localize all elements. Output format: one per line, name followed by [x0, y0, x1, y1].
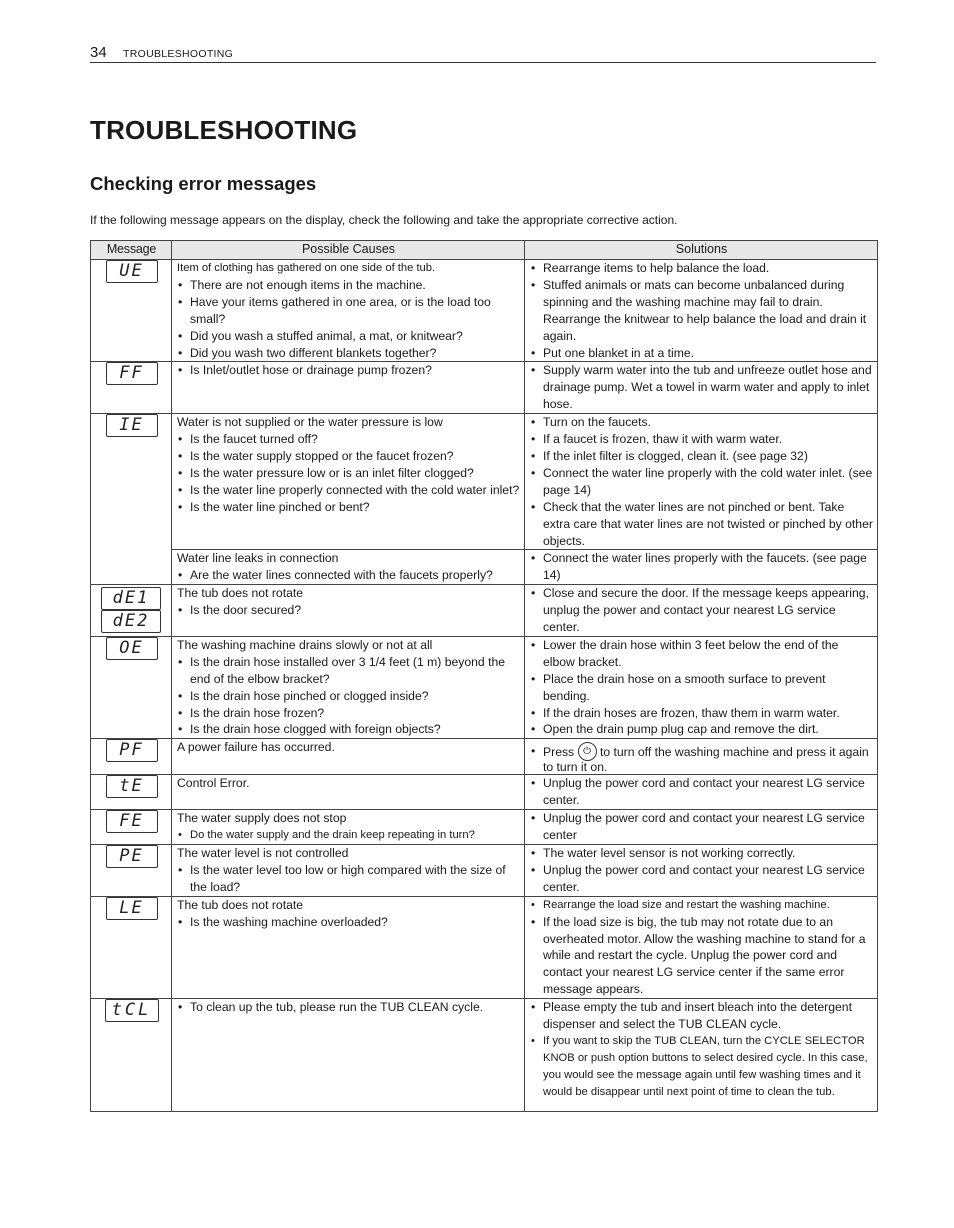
list-item: • Are the water lines connected with the faucets properly? — [177, 567, 520, 584]
solutions-cell — [525, 739, 878, 775]
message-cell — [91, 845, 172, 897]
list-item: • Rearrange items to help balance the load. — [530, 260, 873, 277]
press-text-rest: to turn off the washing machine and press it again to turn it on. — [543, 745, 869, 775]
message-cell — [91, 896, 172, 998]
message-cell — [91, 999, 172, 1111]
list-item: • Check that the water lines are not pinched or bent. Take extra care that water lines are not twisted or pinched by other objects. — [530, 499, 873, 550]
list-item: • If you want to skip the TUB CLEAN, turn the CYCLE SELECTOR KNOB or push option buttons to select desired cycle. In this case, you would see the message again until few washing times and it would be disappear until next point of time to clean the tub. — [530, 1033, 873, 1101]
list-item: • Close and secure the door. If the message keeps appearing, unplug the power and contact your nearest LG service center. — [530, 585, 873, 636]
list-item: • Stuffed animals or mats can become unbalanced during spinning and the washing machine may fail to drain. Rearrange the knitwear to help balance the load and drain it again. — [530, 277, 873, 345]
table-row — [91, 260, 878, 362]
intro-text: If the following message appears on the display, check the following and take the appropriate corrective action. — [90, 213, 678, 227]
solutions-cell — [525, 896, 878, 998]
list-item: • Lower the drain hose within 3 feet below the end of the elbow bracket. — [530, 637, 873, 671]
causes-cell — [172, 550, 525, 585]
table-row — [91, 775, 878, 810]
table-row — [91, 362, 878, 414]
causes-cell — [172, 810, 525, 845]
message-cell — [91, 636, 172, 738]
solutions-cell — [525, 362, 878, 414]
table-row — [91, 414, 878, 550]
solutions-cell — [525, 845, 878, 897]
list-item: • Do the water supply and the drain keep repeating in turn? — [177, 827, 520, 844]
section-subtitle: Checking error messages — [90, 173, 317, 194]
error-code-display: PE — [106, 845, 158, 868]
causes-cell — [172, 260, 525, 362]
causes-cell — [172, 636, 525, 738]
table-row — [91, 845, 878, 897]
message-cell — [91, 739, 172, 775]
list-item: • If the drain hoses are frozen, thaw them in warm water. — [530, 705, 873, 722]
page-header — [90, 44, 876, 63]
list-item: • Is the washing machine overloaded? — [177, 914, 520, 931]
list-item: • Did you wash two different blankets together? — [177, 345, 520, 362]
list-item: • Unplug the power cord and contact your nearest LG service center. — [530, 775, 873, 809]
table-row — [91, 999, 878, 1111]
cause-heading: Item of clothing has gathered on one side of the tub. — [177, 262, 436, 274]
list-item: • To clean up the tub, please run the TUB CLEAN cycle. — [177, 999, 520, 1016]
list-item: • Put one blanket in at a time. — [530, 345, 873, 362]
error-code-display: PF — [106, 739, 158, 762]
message-cell — [91, 810, 172, 845]
list-item: • Connect the water line properly with the cold water inlet. (see page 14) — [530, 465, 873, 499]
cause-heading: The water level is not controlled — [177, 846, 349, 860]
error-code-display: OE — [106, 637, 158, 660]
list-item: • Please empty the tub and insert bleach into the detergent dispenser and select the TUB CLEAN cycle. — [530, 999, 873, 1033]
list-item: • Turn on the faucets. — [530, 414, 873, 431]
solutions-cell — [525, 260, 878, 362]
cause-heading: The water supply does not stop — [177, 811, 347, 826]
list-item: • Rearrange the load size and restart the washing machine. — [530, 897, 873, 914]
list-item: • Supply warm water into the tub and unfreeze outlet hose and drainage pump. Wet a towel in warm water and apply to inlet hose. — [530, 362, 873, 413]
list-item: • If a faucet is frozen, thaw it with warm water. — [530, 431, 873, 448]
power-button-icon: ⏻ — [578, 742, 597, 761]
list-item: • Connect the water lines properly with the faucets. (see page 14) — [530, 550, 873, 584]
solutions-cell — [525, 999, 878, 1111]
list-item: • Is the water line pinched or bent? — [177, 499, 520, 516]
message-cell — [91, 414, 172, 585]
list-item: • The water level sensor is not working correctly. — [530, 845, 873, 862]
error-code-display: dE2 — [101, 610, 161, 633]
list-item: • Is the faucet turned off? — [177, 431, 520, 448]
list-item: • Unplug the power cord and contact your nearest LG service center — [530, 810, 873, 844]
list-item: • Place the drain hose on a smooth surface to prevent bending. — [530, 671, 873, 705]
table-row — [91, 810, 878, 845]
list-item: • If the load size is big, the tub may not rotate due to an overheated motor. Allow the washing machine to stand for a while and restart the cycle. Unplug the power cord and contact your nearest LG service center if the same error message appears. — [530, 914, 873, 999]
causes-cell — [172, 896, 525, 998]
page-number: 34 — [90, 44, 107, 61]
causes-cell — [172, 362, 525, 414]
error-code-display: FE — [106, 810, 158, 833]
list-item: • Did you wash a stuffed animal, a mat, or knitwear? — [177, 328, 520, 345]
page-title: TROUBLESHOOTING — [90, 115, 358, 145]
error-code-display: IE — [106, 414, 158, 437]
table-row — [91, 636, 878, 738]
list-item: • Is the drain hose pinched or clogged inside? — [177, 688, 520, 705]
list-item — [530, 745, 873, 774]
error-table — [90, 240, 878, 1112]
list-item: • Is Inlet/outlet hose or drainage pump frozen? — [177, 362, 520, 379]
list-item: • Is the drain hose frozen? — [177, 705, 520, 722]
message-cell — [91, 775, 172, 810]
section-label: TROUBLESHOOTING — [123, 48, 234, 60]
table-header-row — [91, 241, 878, 260]
message-cell — [91, 585, 172, 637]
list-item: • Is the door secured? — [177, 602, 520, 619]
list-item: • Is the drain hose installed over 3 1/4 feet (1 m) beyond the end of the elbow bracket? — [177, 654, 520, 688]
column-header-message: Message — [91, 241, 172, 260]
solutions-cell — [525, 585, 878, 637]
cause-heading: Control Error. — [177, 776, 250, 791]
list-item: • Have your items gathered in one area, or is the load too small? — [177, 294, 520, 328]
list-item: • Is the water supply stopped or the faucet frozen? — [177, 448, 520, 465]
list-item: • If the inlet filter is clogged, clean it. (see page 32) — [530, 448, 873, 465]
message-cell — [91, 362, 172, 414]
cause-heading: Water is not supplied or the water pressure is low — [177, 415, 443, 430]
column-header-causes: Possible Causes — [172, 241, 525, 260]
list-item: • Open the drain pump plug cap and remove the dirt. — [530, 721, 873, 738]
error-code-display: LE — [106, 897, 158, 920]
error-code-display: dE1 — [101, 587, 161, 610]
column-header-solutions: Solutions — [525, 241, 878, 260]
list-item: • Unplug the power cord and contact your nearest LG service center. — [530, 862, 873, 896]
causes-cell — [172, 999, 525, 1111]
table-row — [91, 550, 878, 585]
solutions-cell — [525, 810, 878, 845]
table-row — [91, 739, 878, 775]
cause-heading: A power failure has occurred. — [177, 740, 335, 755]
list-item: • Is the water level too low or high compared with the size of the load? — [177, 862, 520, 896]
cause-heading: Water line leaks in connection — [177, 551, 339, 566]
cause-heading: The tub does not rotate — [177, 897, 304, 912]
press-text: Press — [543, 745, 575, 760]
table-row — [91, 896, 878, 998]
error-code-display: FF — [106, 362, 158, 385]
list-item: • Is the drain hose clogged with foreign objects? — [177, 721, 520, 738]
message-cell — [91, 260, 172, 362]
list-item: • There are not enough items in the machine. — [177, 277, 520, 294]
solutions-cell — [525, 775, 878, 810]
list-item: • Is the water pressure low or is an inlet filter clogged? — [177, 465, 520, 482]
cause-heading: The washing machine drains slowly or not at all — [177, 637, 433, 652]
causes-cell — [172, 414, 525, 550]
solutions-cell — [525, 636, 878, 738]
error-code-display: tE — [106, 775, 158, 798]
causes-cell — [172, 845, 525, 897]
error-code-display: UE — [106, 260, 158, 283]
causes-cell — [172, 775, 525, 810]
table-row — [91, 585, 878, 637]
causes-cell — [172, 585, 525, 637]
solutions-cell — [525, 550, 878, 585]
error-code-display: tCL — [105, 999, 159, 1022]
solutions-cell — [525, 414, 878, 550]
cause-heading: The tub does not rotate — [177, 586, 304, 601]
causes-cell — [172, 739, 525, 775]
list-item: • Is the water line properly connected with the cold water inlet? — [177, 482, 520, 499]
